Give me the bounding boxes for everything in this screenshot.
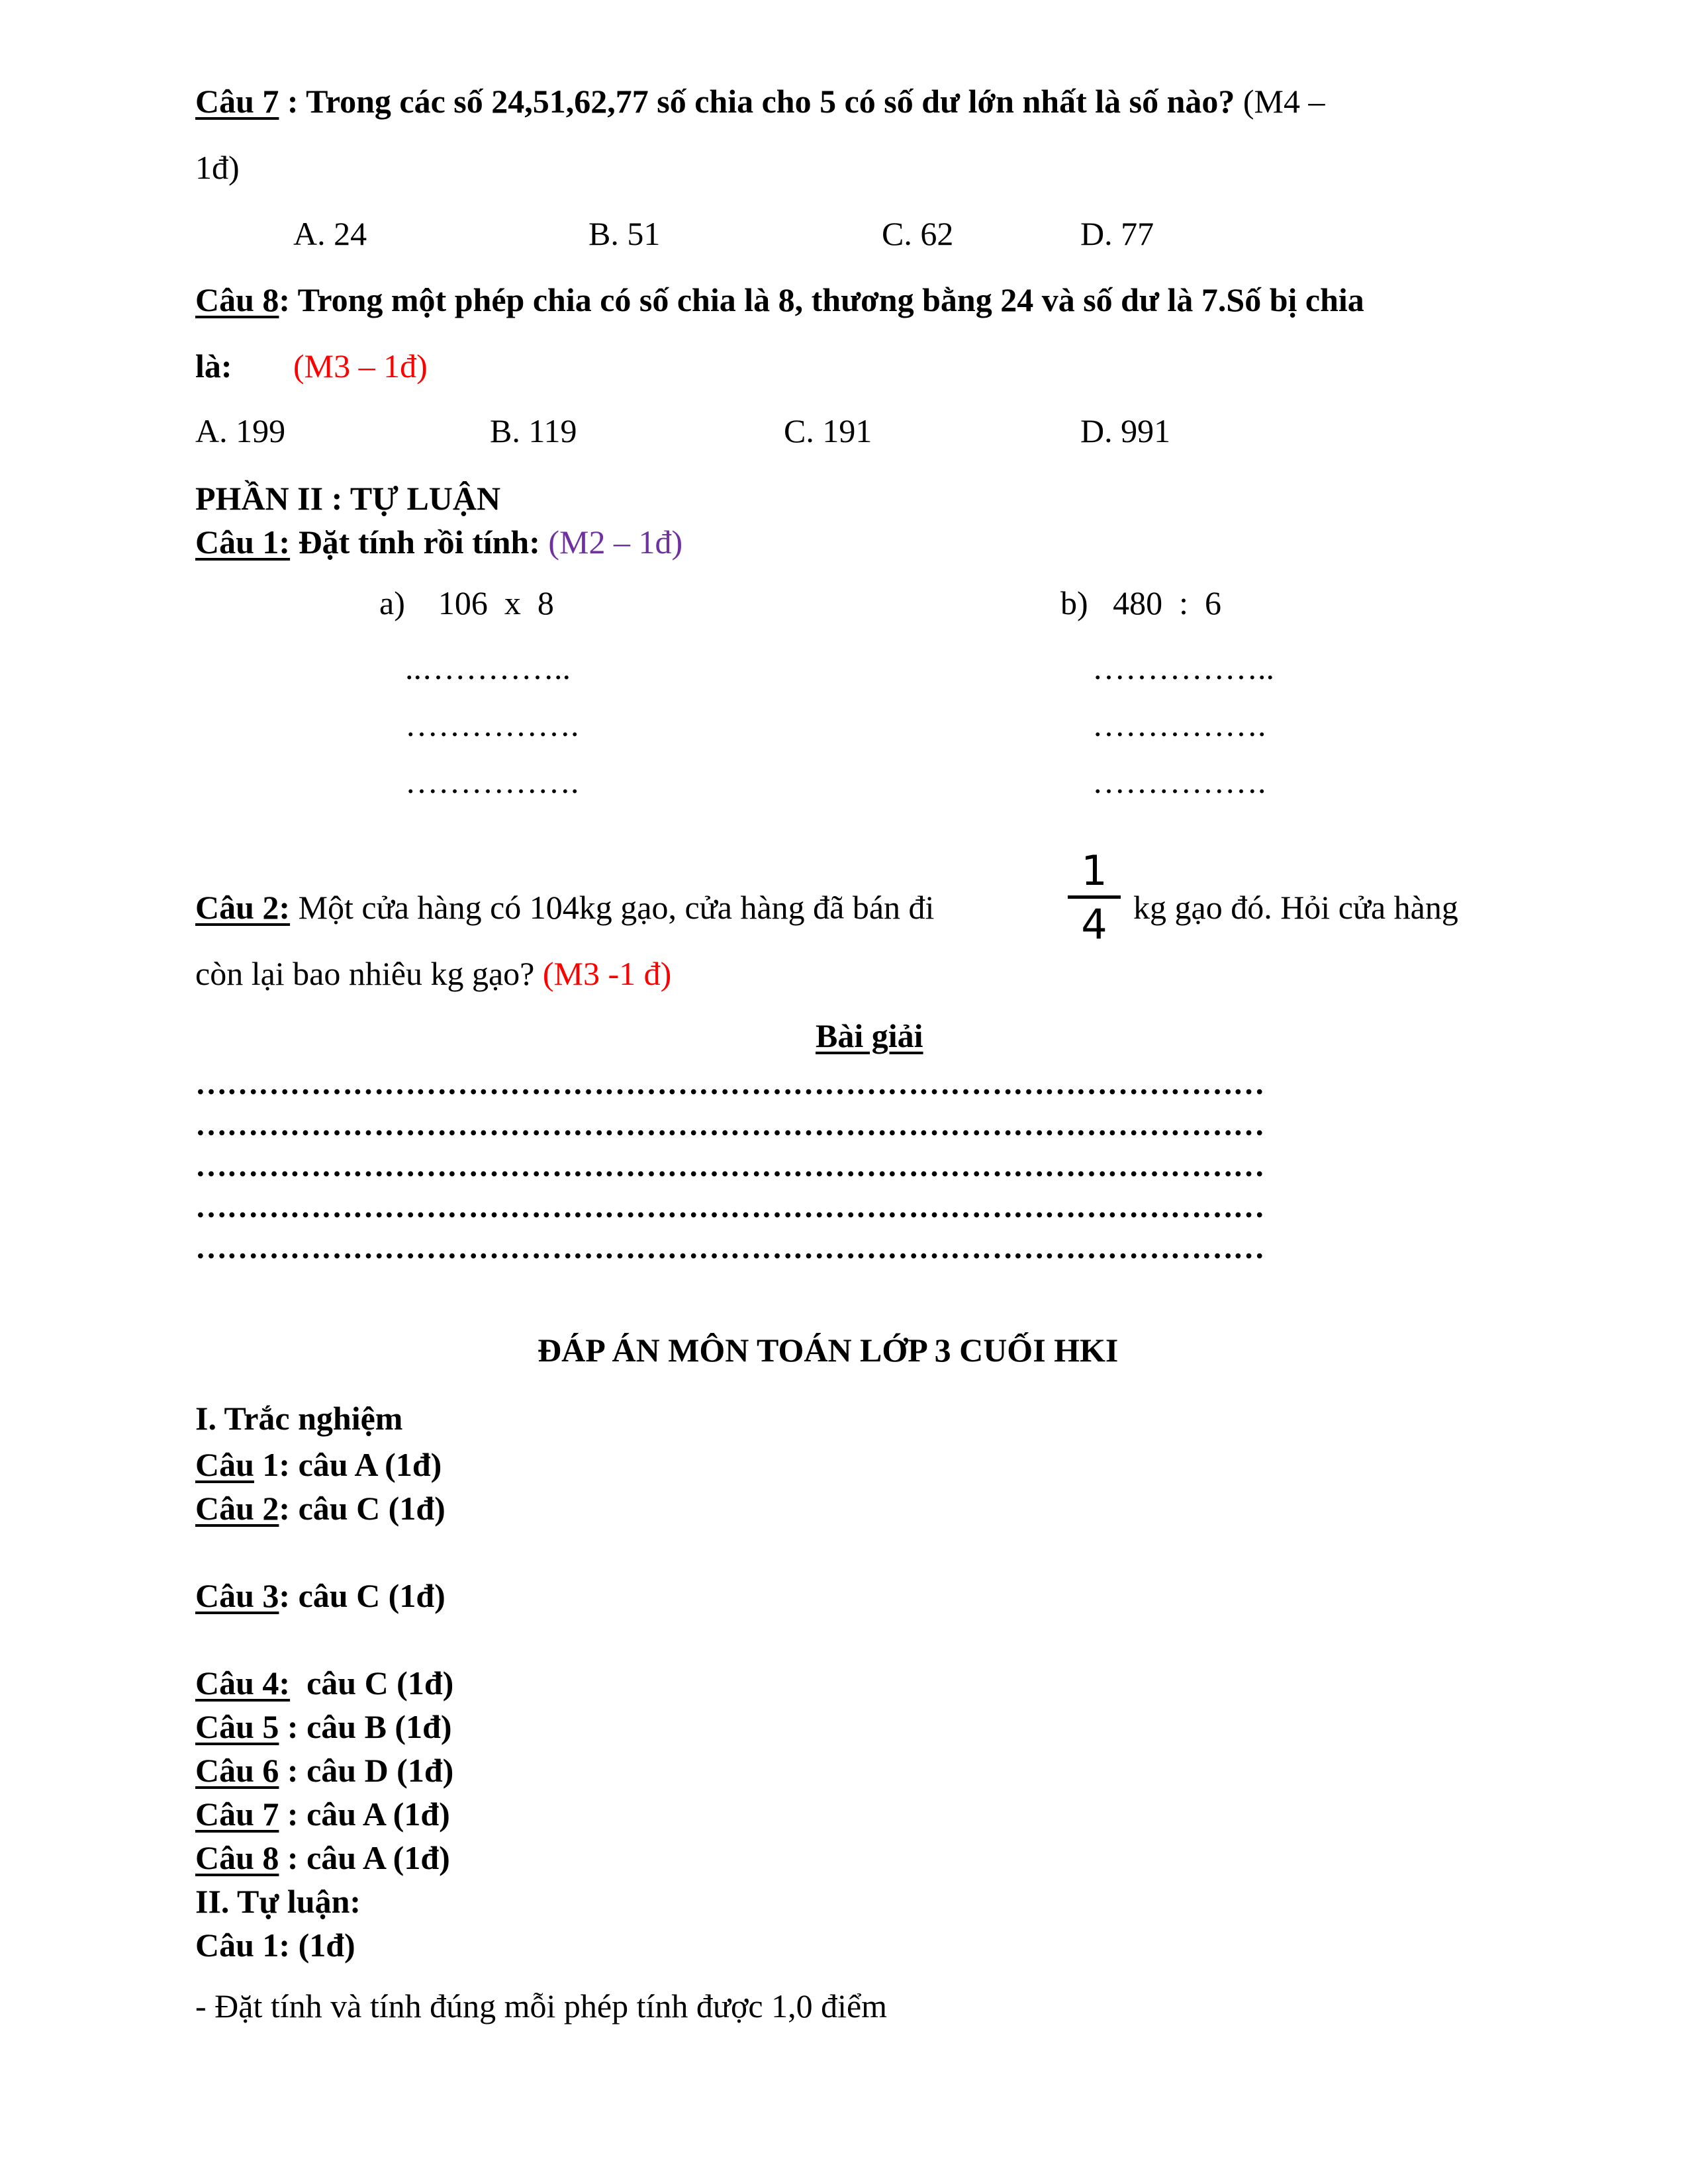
work-line-b-3: ……………. [1092, 763, 1266, 800]
part-2-q2-text-after: kg gạo đó. Hỏi cửa hàng [1133, 889, 1458, 926]
answer-item [195, 1666, 453, 1700]
part-2-q2-mark: (M3 -1 đ) [542, 955, 672, 992]
question-7-mark-1: (M4 – [1235, 83, 1325, 120]
answer-section-2: II. Tự luận: [195, 1883, 361, 1920]
answer-item-label: Câu 6 [195, 1752, 279, 1789]
answer-item-text: : câu C (1đ) [279, 1577, 445, 1614]
answer-item-text: : câu A (1đ) [279, 1839, 450, 1876]
question-7-label: Câu 7 [195, 83, 279, 120]
question-8-text-1: Trong một phép chia có số chia là 8, thương bằng 24 và số dư là 7.Số bị chia [290, 281, 1364, 318]
answer-q1-note: - Đặt tính và tính đúng mỗi phép tính được 1,0 điểm [195, 1987, 888, 2025]
solution-title: Bài giải [816, 1017, 923, 1054]
part-2-q1-text: Đặt tính rồi tính: [290, 523, 540, 561]
question-8-line-1 [195, 283, 1364, 316]
question-7-text: Trong các số 24,51,62,77 số chia cho 5 có số dư lớn nhất là số nào? [298, 83, 1235, 120]
answer-item [195, 1448, 442, 1481]
answer-line: ………………………………………………………………………………………… [195, 1066, 1264, 1101]
answer-item-label: Câu 3 [195, 1577, 279, 1614]
work-line-b-1: …………….. [1092, 649, 1274, 686]
part-2-question-1 [195, 525, 682, 559]
question-7-option-d: D. 77 [1080, 215, 1154, 252]
work-line-a-1: ..………….. [405, 649, 571, 686]
question-8-sep: : [279, 281, 291, 318]
part-2-q1-a: a) 106 x 8 [379, 584, 554, 621]
answer-line: ………………………………………………………………………………………… [195, 1230, 1264, 1265]
question-8-mark: (M3 – 1đ) [293, 347, 428, 385]
answer-item-text: : câu B (1đ) [279, 1708, 452, 1745]
fraction-bar [1068, 895, 1121, 899]
part-2-question-2-line-2 [195, 957, 671, 990]
answer-item [195, 1710, 452, 1743]
answer-line: ………………………………………………………………………………………… [195, 1189, 1264, 1224]
answer-item-label: Câu 5 [195, 1708, 279, 1745]
answer-item [195, 1841, 450, 1874]
answer-item [195, 1754, 453, 1787]
question-7-option-c: C. 62 [882, 215, 954, 252]
part-2-heading: PHẦN II : TỰ LUẬN [195, 480, 501, 517]
answer-q1-title: Câu 1: (1đ) [195, 1927, 355, 1964]
answer-item-text: : câu C (1đ) [279, 1490, 445, 1527]
part-2-q1-b: b) 480 : 6 [1060, 584, 1222, 621]
question-8-option-d: D. 991 [1080, 412, 1171, 449]
question-7-option-b: B. 51 [588, 215, 661, 252]
answer-item-label: Câu 4: [195, 1664, 291, 1702]
answer-item [195, 1492, 445, 1525]
question-7-mark-2: 1đ) [195, 149, 240, 186]
answer-item-text: 1: câu A (1đ) [254, 1446, 442, 1483]
answer-item-label: Câu 2 [195, 1490, 279, 1527]
question-7-line-1 [195, 85, 1325, 118]
question-8-option-b: B. 119 [490, 412, 577, 449]
answer-item-text: : câu D (1đ) [279, 1752, 454, 1789]
answer-section-1: I. Trắc nghiệm [195, 1400, 403, 1437]
part-2-q1-label: Câu 1: [195, 523, 291, 561]
part-2-q2-text-before: Một cửa hàng có 104kg gạo, cửa hàng đã bán đi [290, 889, 935, 926]
answer-key-title: ĐÁP ÁN MÔN TOÁN LỚP 3 CUỐI HKI [538, 1332, 1119, 1369]
question-8-label: Câu 8 [195, 281, 279, 318]
question-8-option-c: C. 191 [784, 412, 872, 449]
fraction-denominator: 4 [1081, 900, 1107, 948]
answer-item [195, 1579, 445, 1612]
work-line-a-2: ……………. [405, 706, 579, 743]
answer-item-label: Câu 8 [195, 1839, 279, 1876]
question-8-text-2: là: [195, 347, 232, 385]
part-2-q1-mark: (M2 – 1đ) [548, 523, 683, 561]
answer-line: ………………………………………………………………………………………… [195, 1107, 1264, 1142]
fraction-one-quarter [1068, 846, 1121, 948]
fraction-numerator: 1 [1081, 846, 1107, 895]
answer-item-label: Câu [195, 1446, 254, 1483]
question-7-sep: : [279, 83, 299, 120]
part-2-q2-label: Câu 2: [195, 889, 291, 926]
answer-item [195, 1797, 450, 1831]
answer-item-label: Câu 7 [195, 1796, 279, 1833]
answer-item-text: câu C (1đ) [290, 1664, 454, 1702]
part-2-q2-text-2: còn lại bao nhiêu kg gạo? [195, 955, 535, 992]
work-line-a-3: ……………. [405, 763, 579, 800]
question-7-option-a: A. 24 [293, 215, 367, 252]
work-line-b-2: ……………. [1092, 706, 1266, 743]
part-2-question-2-line-1 [195, 891, 934, 924]
question-8-option-a: A. 199 [195, 412, 286, 449]
answer-item-text: : câu A (1đ) [279, 1796, 450, 1833]
answer-line: ………………………………………………………………………………………… [195, 1148, 1264, 1183]
